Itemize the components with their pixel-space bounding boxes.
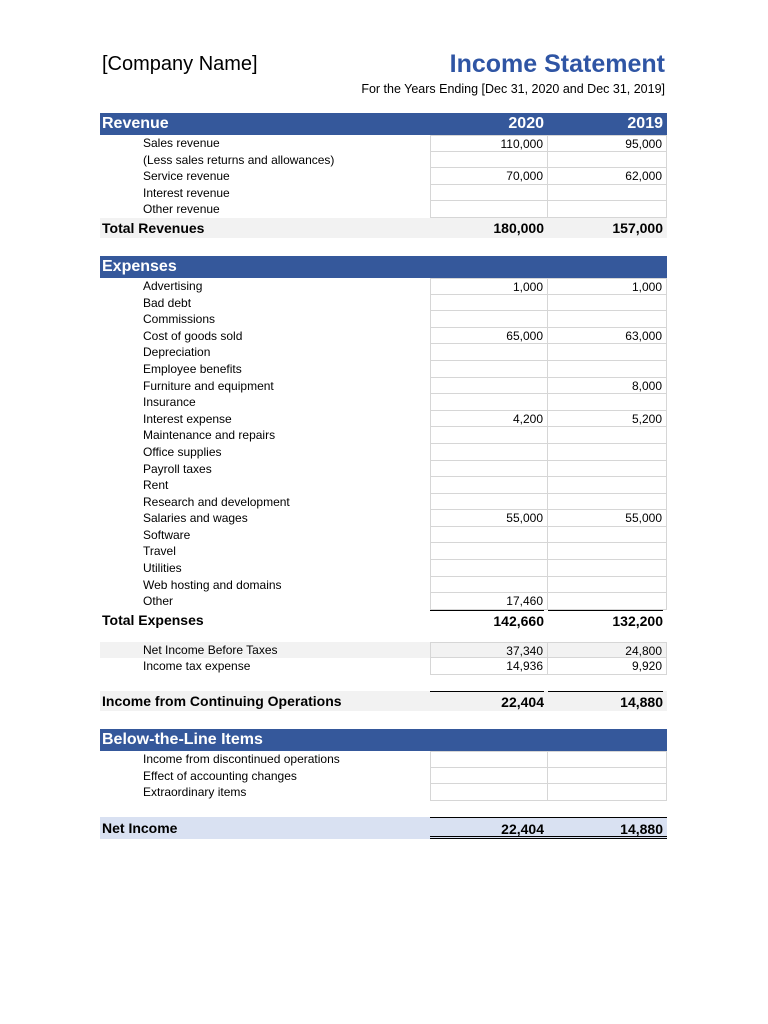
net-income-2019: 14,880 bbox=[548, 817, 667, 839]
expense-line-row bbox=[100, 427, 667, 444]
line-item-label: Extraordinary items bbox=[143, 785, 247, 800]
document-subtitle: For the Years Ending [Dec 31, 2020 and Dec 31, 2019] bbox=[361, 82, 665, 96]
company-name: [Company Name] bbox=[102, 53, 258, 75]
expense-line-row bbox=[100, 543, 667, 560]
amount-2019-cell[interactable] bbox=[548, 185, 667, 202]
amount-2019-cell[interactable] bbox=[548, 477, 667, 494]
amount-2020-cell[interactable] bbox=[430, 560, 548, 577]
line-item-label: Income from discontinued operations bbox=[143, 752, 340, 767]
expense-line-row bbox=[100, 444, 667, 461]
total-expenses-label: Total Expenses bbox=[102, 611, 204, 628]
amount-2019-cell[interactable]: 24,800 bbox=[548, 642, 667, 659]
expense-line-row bbox=[100, 461, 667, 478]
amount-2020-cell[interactable] bbox=[430, 311, 548, 328]
amount-2020-cell[interactable] bbox=[430, 784, 548, 801]
amount-2019-cell[interactable] bbox=[548, 427, 667, 444]
amount-2019-cell[interactable] bbox=[548, 201, 667, 218]
amount-2019-cell[interactable] bbox=[548, 494, 667, 511]
expense-line-row bbox=[100, 378, 667, 395]
line-item-label: Interest revenue bbox=[143, 185, 230, 200]
revenue-rows bbox=[100, 135, 667, 218]
expense-line-row bbox=[100, 344, 667, 361]
amount-2020-cell[interactable] bbox=[430, 751, 548, 768]
expense-line-row bbox=[100, 510, 667, 527]
amount-2020-cell[interactable]: 1,000 bbox=[430, 278, 548, 295]
line-item-label: Commissions bbox=[143, 312, 216, 327]
below-the-line-row bbox=[100, 768, 667, 785]
amount-2019-cell[interactable]: 63,000 bbox=[548, 328, 667, 345]
revenue-header bbox=[100, 113, 667, 135]
expense-line-row bbox=[100, 477, 667, 494]
expense-line-row bbox=[100, 361, 667, 378]
amount-2019-cell[interactable] bbox=[548, 560, 667, 577]
line-item-label: Insurance bbox=[143, 395, 196, 410]
below-the-line-row bbox=[100, 784, 667, 801]
amount-2019-cell[interactable] bbox=[548, 768, 667, 785]
amount-2020-cell[interactable]: 4,200 bbox=[430, 411, 548, 428]
total-revenues-row bbox=[100, 218, 667, 238]
amount-2019-cell[interactable] bbox=[548, 311, 667, 328]
total-expenses-2020: 142,660 bbox=[430, 610, 544, 631]
amount-2019-cell[interactable]: 1,000 bbox=[548, 278, 667, 295]
line-item-label: Maintenance and repairs bbox=[143, 428, 276, 443]
amount-2019-cell[interactable] bbox=[548, 444, 667, 461]
net-income-label: Net Income bbox=[102, 819, 178, 836]
line-item-label: Research and development bbox=[143, 494, 290, 509]
amount-2020-cell[interactable] bbox=[430, 494, 548, 511]
line-item-label: Utilities bbox=[143, 561, 182, 576]
amount-2019-cell[interactable]: 55,000 bbox=[548, 510, 667, 527]
expense-line-row bbox=[100, 494, 667, 511]
amount-2019-cell[interactable]: 8,000 bbox=[548, 378, 667, 395]
total-expenses-row bbox=[100, 610, 667, 630]
amount-2020-cell[interactable] bbox=[430, 394, 548, 411]
amount-2020-cell[interactable]: 14,936 bbox=[430, 658, 548, 675]
document-title: Income Statement bbox=[449, 50, 665, 78]
amount-2020-cell[interactable] bbox=[430, 543, 548, 560]
amount-2019-cell[interactable]: 5,200 bbox=[548, 411, 667, 428]
amount-2020-cell[interactable] bbox=[430, 378, 548, 395]
total-revenues-label: Total Revenues bbox=[102, 219, 205, 236]
line-item-label: Other revenue bbox=[143, 202, 220, 217]
line-item-label: Interest expense bbox=[143, 411, 232, 426]
expense-line-row bbox=[100, 527, 667, 544]
expense-line-row bbox=[100, 295, 667, 312]
amount-2019-cell[interactable]: 9,920 bbox=[548, 658, 667, 675]
total-revenues-2020: 180,000 bbox=[493, 219, 544, 236]
line-item-label: Income tax expense bbox=[143, 659, 251, 674]
total-expenses-2019: 132,200 bbox=[548, 610, 663, 631]
amount-2020-cell[interactable]: 17,460 bbox=[430, 593, 548, 610]
amount-2019-cell[interactable] bbox=[548, 543, 667, 560]
expenses-header bbox=[100, 256, 667, 278]
line-item-label: Advertising bbox=[143, 278, 203, 293]
below-the-line-heading: Below-the-Line Items bbox=[102, 731, 263, 749]
year-2019-header: 2019 bbox=[627, 115, 663, 132]
expense-line-row bbox=[100, 394, 667, 411]
line-item-label: Travel bbox=[143, 544, 176, 559]
amount-2020-cell[interactable] bbox=[430, 461, 548, 478]
line-item-label: Web hosting and domains bbox=[143, 577, 282, 592]
amount-2019-cell[interactable] bbox=[548, 361, 667, 378]
continuing-operations-2019: 14,880 bbox=[548, 691, 663, 712]
net-income-row bbox=[100, 817, 667, 839]
amount-2019-cell[interactable] bbox=[548, 751, 667, 768]
amount-2020-cell[interactable]: 70,000 bbox=[430, 168, 548, 185]
continuing-operations-2020: 22,404 bbox=[430, 691, 544, 712]
amount-2020-cell[interactable]: 110,000 bbox=[430, 135, 548, 152]
amount-2019-cell[interactable] bbox=[548, 295, 667, 312]
expense-line-row bbox=[100, 311, 667, 328]
revenue-line-row bbox=[100, 201, 667, 218]
line-item-label: Office supplies bbox=[143, 444, 222, 459]
amount-2019-cell[interactable] bbox=[548, 344, 667, 361]
amount-2020-cell[interactable] bbox=[430, 527, 548, 544]
below-the-line-row bbox=[100, 751, 667, 768]
amount-2020-cell[interactable] bbox=[430, 201, 548, 218]
amount-2020-cell[interactable] bbox=[430, 444, 548, 461]
amount-2019-cell[interactable] bbox=[548, 593, 667, 610]
line-item-label: Bad debt bbox=[143, 295, 192, 310]
year-2020-header: 2020 bbox=[508, 115, 544, 132]
expense-rows bbox=[100, 278, 667, 610]
expense-line-row bbox=[100, 593, 667, 610]
amount-2019-cell[interactable]: 62,000 bbox=[548, 168, 667, 185]
expenses-heading: Expenses bbox=[102, 257, 177, 275]
amount-2020-cell[interactable]: 37,340 bbox=[430, 642, 548, 659]
pretax-rows bbox=[100, 642, 667, 675]
expense-line-row bbox=[100, 411, 667, 428]
line-item-label: Furniture and equipment bbox=[143, 378, 274, 393]
amount-2020-cell[interactable]: 65,000 bbox=[430, 328, 548, 345]
line-item-label: Software bbox=[143, 527, 191, 542]
pretax-line-row bbox=[100, 642, 667, 659]
amount-2020-cell[interactable] bbox=[430, 361, 548, 378]
amount-2020-cell[interactable] bbox=[430, 477, 548, 494]
net-income-2020: 22,404 bbox=[430, 817, 548, 839]
amount-2020-cell[interactable] bbox=[430, 295, 548, 312]
line-item-label: Payroll taxes bbox=[143, 461, 212, 476]
line-item-label: Rent bbox=[143, 478, 169, 493]
amount-2020-cell[interactable] bbox=[430, 427, 548, 444]
revenue-line-row bbox=[100, 168, 667, 185]
amount-2020-cell[interactable]: 55,000 bbox=[430, 510, 548, 527]
expense-line-row bbox=[100, 278, 667, 295]
pretax-line-row bbox=[100, 658, 667, 675]
line-item-label: Effect of accounting changes bbox=[143, 768, 297, 783]
line-item-label: Net Income Before Taxes bbox=[143, 642, 278, 657]
total-revenues-2019: 157,000 bbox=[612, 219, 663, 236]
line-item-label: Other bbox=[143, 594, 174, 609]
amount-2019-cell[interactable]: 95,000 bbox=[548, 135, 667, 152]
line-item-label: Cost of goods sold bbox=[143, 328, 243, 343]
line-item-label: (Less sales returns and allowances) bbox=[143, 152, 335, 167]
amount-2019-cell[interactable] bbox=[548, 577, 667, 594]
line-item-label: Sales revenue bbox=[143, 136, 220, 150]
revenue-line-row bbox=[100, 185, 667, 202]
amount-2019-cell[interactable] bbox=[548, 784, 667, 801]
revenue-line-row bbox=[100, 135, 667, 152]
line-item-label: Depreciation bbox=[143, 345, 211, 360]
below-the-line-rows bbox=[100, 751, 667, 801]
line-item-label: Employee benefits bbox=[143, 361, 242, 376]
amount-2020-cell[interactable] bbox=[430, 344, 548, 361]
revenue-line-row bbox=[100, 152, 667, 169]
expense-line-row bbox=[100, 577, 667, 594]
amount-2019-cell[interactable] bbox=[548, 394, 667, 411]
continuing-operations-row bbox=[100, 691, 667, 711]
expense-line-row bbox=[100, 328, 667, 345]
amount-2020-cell[interactable] bbox=[430, 152, 548, 169]
revenue-heading: Revenue bbox=[102, 115, 169, 132]
income-statement-sheet bbox=[100, 113, 667, 839]
expense-line-row bbox=[100, 560, 667, 577]
amount-2019-cell[interactable] bbox=[548, 461, 667, 478]
continuing-operations-label: Income from Continuing Operations bbox=[102, 693, 342, 710]
amount-2020-cell[interactable] bbox=[430, 185, 548, 202]
amount-2019-cell[interactable] bbox=[548, 527, 667, 544]
line-item-label: Salaries and wages bbox=[143, 511, 248, 526]
below-the-line-header bbox=[100, 729, 667, 751]
amount-2020-cell[interactable] bbox=[430, 768, 548, 785]
amount-2019-cell[interactable] bbox=[548, 152, 667, 169]
amount-2020-cell[interactable] bbox=[430, 577, 548, 594]
line-item-label: Service revenue bbox=[143, 169, 230, 184]
